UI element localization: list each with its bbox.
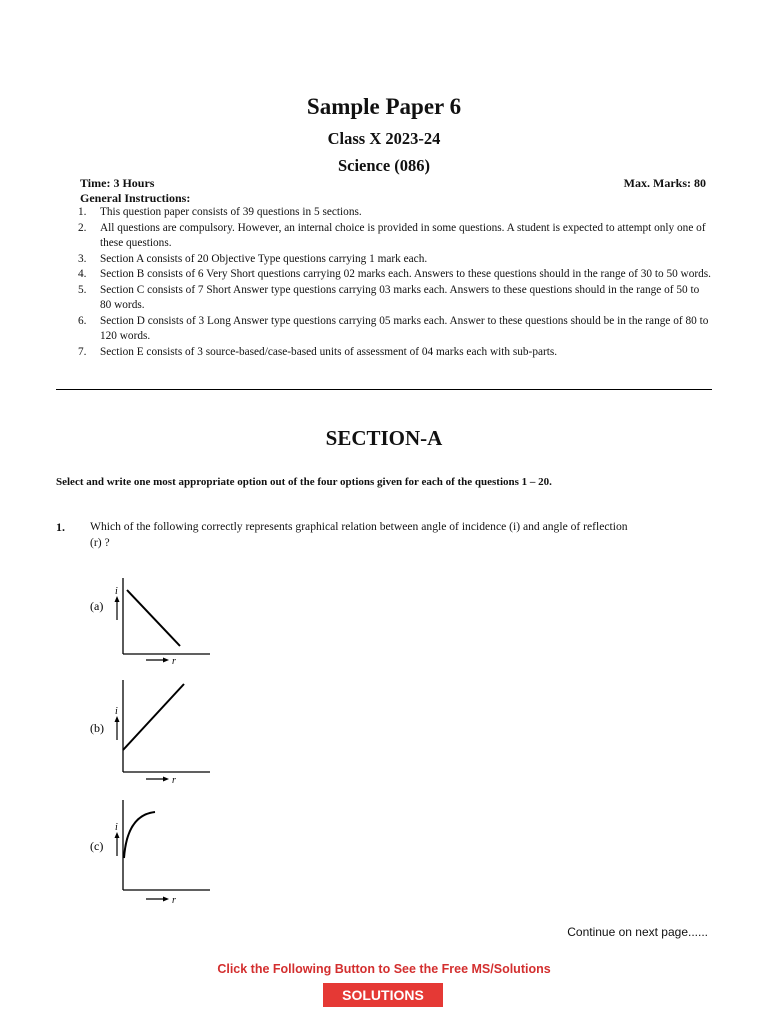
time-label: Time: 3 Hours xyxy=(80,176,155,190)
instruction-text: Section E consists of 3 source-based/case-based units of assessment of 04 marks each with sub-parts. xyxy=(100,345,558,358)
instruction-number: 3. xyxy=(78,252,87,265)
instruction-item xyxy=(58,345,712,361)
max-marks-label: Max. Marks: 80 xyxy=(623,176,706,190)
instruction-item xyxy=(58,252,712,268)
section-heading: SECTION-A xyxy=(325,426,443,450)
horizontal-divider xyxy=(56,389,712,390)
question-text-line: (r) ? xyxy=(90,536,110,549)
x-axis-label: r xyxy=(172,656,176,667)
instruction-item xyxy=(58,205,712,221)
page-title: Sample Paper 6 xyxy=(306,94,462,119)
subject-line: Science (086) xyxy=(337,156,431,175)
instruction-number: 1. xyxy=(78,206,87,218)
curve-line xyxy=(127,590,180,646)
option-c-graph xyxy=(90,800,220,910)
instruction-item xyxy=(58,314,712,345)
curve-line xyxy=(123,684,184,750)
x-arrow-head xyxy=(163,777,169,782)
option-label: (c) xyxy=(90,839,104,853)
solutions-button[interactable]: SOLUTIONS xyxy=(323,983,443,1007)
instruction-number: 6. xyxy=(78,314,87,327)
question-text-line: Which of the following correctly represents graphical relation between angle of incidence (i) and angle of reflection xyxy=(90,520,628,533)
section-instruction: Select and write one most appropriate option out of the four options given for each of the questions 1 – 20. xyxy=(56,476,552,488)
instruction-text: Section C consists of 7 Short Answer type questions carrying 03 marks each. Answers to these questions should in the range of 50 to 80 words. xyxy=(100,283,700,311)
question-text xyxy=(90,519,714,551)
instruction-text: All questions are compulsory. However, an internal choice is provided in some questions. A student is expected to attempt only one of these questions. xyxy=(100,221,706,249)
instruction-text: Section B consists of 6 Very Short questions carrying 02 marks each. Answers to these questions should in the range of 30 to 50 words. xyxy=(100,268,711,280)
option-label: (b) xyxy=(90,721,104,735)
option-label: (a) xyxy=(90,599,104,613)
question-number: 1. xyxy=(56,520,65,534)
option-a-graph xyxy=(90,578,220,670)
y-axis-label: i xyxy=(115,586,118,597)
instruction-text: Section A consists of 20 Objective Type questions carrying 1 mark each. xyxy=(100,252,428,265)
option-b-graph xyxy=(90,680,220,790)
instructions-list xyxy=(58,205,712,360)
solutions-prompt[interactable]: Click the Following Button to See the Free MS/Solutions xyxy=(217,962,551,976)
y-axis-label: i xyxy=(115,706,118,717)
curve-line xyxy=(124,812,155,858)
x-arrow-head xyxy=(163,658,169,663)
instruction-number: 5. xyxy=(78,283,87,296)
instruction-text: This question paper consists of 39 questions in 5 sections. xyxy=(100,206,362,218)
instruction-item xyxy=(58,283,712,314)
x-axis-label: r xyxy=(172,775,176,786)
continue-note: Continue on next page...... xyxy=(567,925,708,939)
instruction-number: 4. xyxy=(78,268,87,280)
general-instructions-heading: General Instructions: xyxy=(80,191,191,205)
instruction-number: 2. xyxy=(78,221,87,234)
instruction-item xyxy=(58,267,712,283)
instruction-item xyxy=(58,221,712,252)
class-line: Class X 2023-24 xyxy=(327,129,441,148)
x-axis-label: r xyxy=(172,895,176,906)
y-axis-label: i xyxy=(115,822,118,833)
x-arrow-head xyxy=(163,897,169,902)
instruction-number: 7. xyxy=(78,345,87,358)
instruction-text: Section D consists of 3 Long Answer type questions carrying 05 marks each. Answer to these questions should be in the range of 80 to 120 words. xyxy=(100,314,709,342)
